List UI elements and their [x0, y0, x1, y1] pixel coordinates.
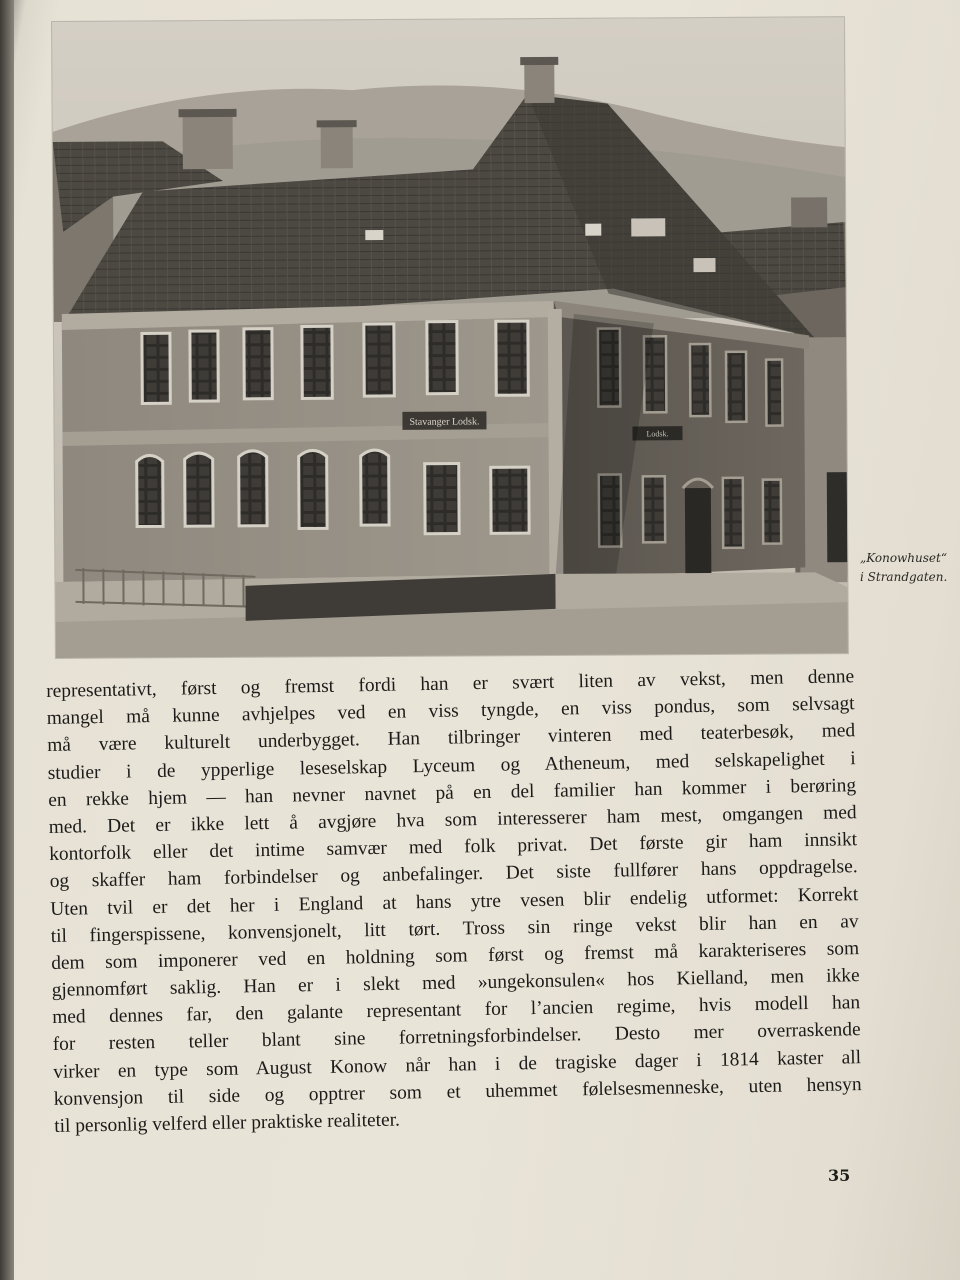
caption-line-2: i Strandgaten. [860, 570, 948, 584]
shop-sign-right: Lodsk. [646, 429, 669, 439]
text-line: kontorfolk eller det intime samvær med folk privat. Det første gir ham innsikt [49, 829, 858, 866]
text-line: og skaffer ham forbindelser og anbefalinger. Det siste fullfører hans oppdragelse. [49, 856, 858, 893]
book-gutter-shadow [0, 0, 14, 1280]
text-line: Uten tvil er det her i England at hans ytre vesen blir endelig utformet: Korrekt [50, 883, 859, 920]
text-line: virker en type som August Konow når han i de tragiske dager i 1814 kaster all [53, 1046, 862, 1083]
text-line: for resten teller blant sine forretningsforbindelser. Desto mer overraskende [52, 1019, 861, 1056]
text-line: studier i de ypperlige leseselskap Lyceum og Atheneum, med selskapelighet i [47, 747, 856, 784]
text-line: konvensjon til side og opptrer som et uhemmet følelsesmenneske, uten hensyn [53, 1073, 862, 1110]
text-line: en rekke hjem — han nevner navnet på en del familier han kommer i berøring [48, 774, 857, 811]
text-line: representativt, først og fremst fordi han er svært liten av vekst, men denne [46, 666, 855, 702]
text-line: mangel må kunne avhjelpes ved en viss tyngde, en viss pondus, som selvsagt [46, 693, 855, 730]
caption-line-1: „Konowhuset“ [860, 551, 947, 565]
text-line: gjennomført saklig. Han er i slekt med »ungekonsulen« hos Kielland, men ikke [51, 965, 860, 1002]
photograph-konowhuset [52, 17, 848, 658]
photo-caption [860, 549, 960, 587]
text-line: til personlig velferd eller praktiske realiteter. [54, 1109, 401, 1137]
text-line: må være kulturelt underbygget. Han tilbringer vinteren med teaterbesøk, med [47, 720, 856, 757]
text-line: med dennes far, den galante representant for l’ancien regime, hvis modell han [52, 992, 861, 1029]
text-line: med. Det er ikke lett å avgjøre hva som interesserer ham mest, omgangen med [48, 802, 857, 838]
text-line: dem som imponerer ved en holdning som først og fremst må karakteriseres som [51, 938, 860, 974]
page-number: 35 [828, 1166, 851, 1185]
photo-building-illustration [52, 17, 848, 658]
body-text [46, 663, 862, 1140]
text-line: til fingerspissene, konvensjonelt, litt tørt. Tross sin ringe vekst blir han en av [50, 910, 859, 947]
shop-sign-left: Stavanger Lodsk. [409, 416, 480, 428]
